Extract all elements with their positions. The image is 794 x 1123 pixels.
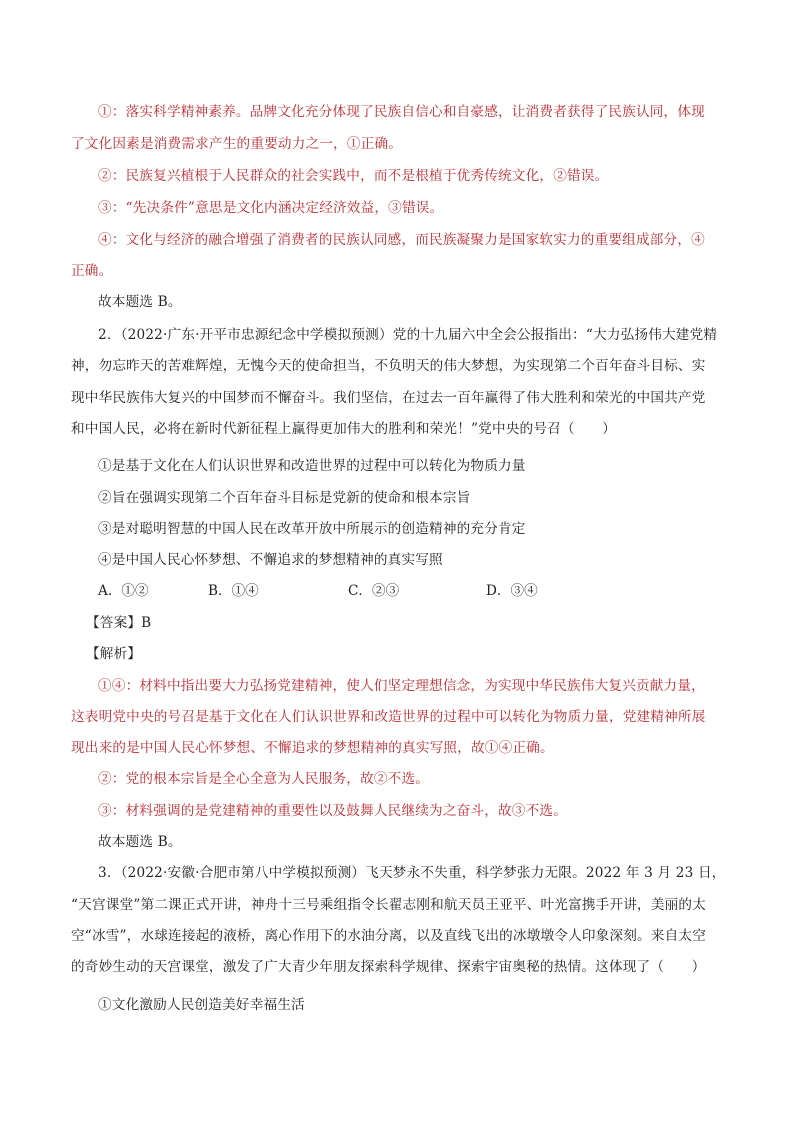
analysis-paragraph-4-line-1: ④：文化与经济的融合增强了消费者的民族认同感，而民族凝聚力是国家软实力的重要组成部分，④ (98, 232, 705, 248)
q2-item-2: ②旨在强调实现第二个百年奋斗目标是党新的使命和根本宗旨 (98, 490, 471, 506)
q2-item-1: ①是基于文化在人们认识世界和改造世界的过程中可以转化为物质力量 (98, 458, 526, 474)
q2-stem-line-4: 和中国人民，必将在新时代新征程上赢得更加伟大的胜利和荣光！”党中央的号召（ ） (71, 421, 617, 437)
q2-stem-line-1: 2．（2022·广东·开平市忠源纪念中学模拟预测）党的十九届六中全会公报指出：“大力弘扬伟大建党精 (98, 327, 718, 343)
conclusion-q1: 故本题选 B。 (98, 294, 182, 310)
q2-stem-line-2: 神，勿忘昨天的苦难辉煌，无愧今天的使命担当，不负明天的伟大梦想，为实现第二个百年奋斗目标、实 (71, 358, 706, 374)
analysis-paragraph-2: ②：民族复兴植根于人民群众的社会实践中，而不是根植于优秀传统文化，②错误。 (98, 168, 609, 184)
q2-analysis-label: 【解析】 (86, 646, 142, 662)
q2-option-d: D．③④ (486, 583, 538, 599)
q2-analysis-2: ②：党的根本宗旨是全心全意为人民服务，故②不选。 (98, 771, 430, 787)
q3-stem-line-2: “天宫课堂”第二课正式开讲，神舟十三号乘组指令长翟志刚和航天员王亚平、叶光富携手开讲，美丽的太 (71, 897, 707, 913)
q2-analysis-1-line-1: ①④：材料中指出要大力弘扬党建精神，使人们坚定理想信念，为实现中华民族伟大复兴贡献力量， (98, 678, 705, 694)
analysis-paragraph-1-line-2: 了文化因素是消费需求产生的重要动力之一，①正确。 (71, 136, 403, 152)
analysis-paragraph-1-line-1: ①：落实科学精神素养。品牌文化充分体现了民族自信心和自豪感，让消费者获得了民族认同，体现 (98, 104, 705, 120)
q2-stem-line-3: 现中华民族伟大复兴的中国梦而不懈奋斗。我们坚信，在过去一百年赢得了伟大胜利和荣光的中国共产党 (71, 390, 706, 406)
q2-item-4: ④是中国人民心怀梦想、不懈追求的梦想精神的真实写照 (98, 552, 443, 568)
q3-item-1: ①文化激励人民创造美好幸福生活 (98, 997, 305, 1013)
q2-analysis-3: ③：材料强调的是党建精神的重要性以及鼓舞人民继续为之奋斗，故③不选。 (98, 803, 567, 819)
q3-stem-line-1: 3．（2022·安徽·合肥市第八中学模拟预测）飞天梦永不失重，科学梦张力无限。2022 年 3 月 23 日， (98, 865, 726, 881)
q2-analysis-1-line-2: 这表明党中央的号召是基于文化在人们认识世界和改造世界的过程中可以转化为物质力量，党建精神所展 (71, 709, 706, 725)
q2-option-b: B．①④ (208, 583, 259, 599)
q2-item-3: ③是对聪明智慧的中国人民在改革开放中所展示的创造精神的充分肯定 (98, 521, 526, 537)
q2-option-c: C．②③ (348, 583, 400, 599)
q3-stem-line-3: 空“冰雪”，水球连接起的液桥，离心作用下的水油分离，以及直线飞出的冰墩墩令人印象深刻。来自太空 (71, 928, 707, 944)
analysis-paragraph-3: ③：“先决条件”意思是文化内涵决定经济效益，③错误。 (98, 200, 444, 216)
q2-option-a: A．①② (98, 583, 149, 599)
q3-stem-line-4: 的奇妙生动的天宫课堂，激发了广大青少年朋友探索科学规律、探索宇宙奥秘的热情。这体现了（ ） (71, 959, 706, 975)
conclusion-q2: 故本题选 B。 (98, 834, 182, 850)
q2-answer: 【答案】B (86, 615, 152, 631)
analysis-paragraph-4-line-2: 正确。 (71, 263, 113, 279)
q2-analysis-1-line-3: 现出来的是中国人民心怀梦想、不懈追求的梦想精神的真实写照，故①④正确。 (71, 740, 554, 756)
